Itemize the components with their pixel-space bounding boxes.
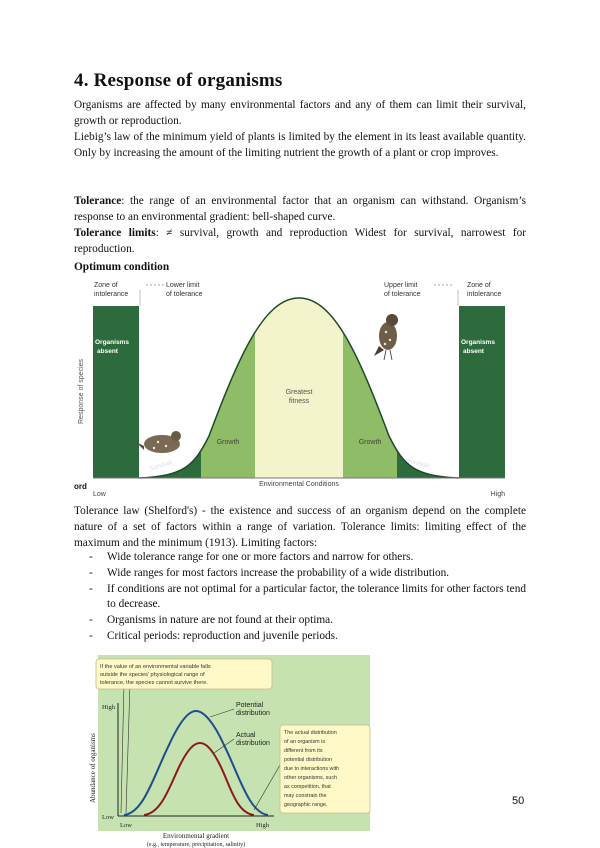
optimum-condition-label: Optimum condition — [74, 261, 170, 273]
page-number: 50 — [512, 795, 525, 807]
greatest-fitness-1: Greatest — [285, 389, 313, 396]
limiting-factors-list — [74, 550, 526, 645]
organisms-absent-right-1: Organisms — [461, 339, 495, 346]
distribution-figure — [74, 655, 378, 848]
svg-text:Zone of — [94, 282, 118, 289]
absent-zone-right — [459, 306, 505, 478]
x-axis-label: Environmental gradient — [162, 832, 230, 840]
zone-intolerance-right-2: intolerance — [467, 291, 502, 298]
x-axis-low: Low — [120, 822, 132, 829]
zone-intolerance-left-2: intolerance — [94, 291, 129, 298]
svg-text:intolerance — [467, 291, 501, 298]
svg-text:Upper limit — [384, 282, 418, 289]
potential-label-2: distribution — [236, 710, 270, 717]
paragraph-intro: Organisms are affected by many environmental factors and any of them can limit their survival, growth or reproduction. — [74, 99, 526, 127]
survival-right-label: Survival — [405, 457, 430, 470]
upper-limit-1: Upper limit — [384, 282, 418, 289]
list-item: - If conditions are not optimal for a particular factor, the tolerance limits for other factors tend to decrease. — [89, 582, 526, 611]
list-item: - Organisms in nature are not found at their optima. — [89, 614, 333, 627]
term-tolerance: Tolerance — [74, 195, 122, 207]
callout-right-4: potential distribution — [284, 757, 332, 763]
organisms-absent-left-2: absent — [97, 348, 118, 355]
list-item: - Critical periods: reproduction and juvenile periods. — [89, 629, 338, 642]
tolerance-definition: : the range of an environmental factor that an organism can withstand. Organism’s response to an environmental gradient: bell-shaped curve. — [74, 195, 526, 223]
section-heading: 4. Response of organisms — [74, 70, 283, 91]
callout-right-6: other organisms, such — [284, 775, 338, 781]
callout-top-2: outside the species' physiological range of — [100, 672, 205, 678]
y-axis-label: Response of species — [78, 359, 85, 424]
svg-text:Zone of — [467, 282, 491, 289]
upper-limit-2: of tolerance — [384, 291, 421, 298]
svg-text:of tolerance — [166, 291, 203, 298]
tolerance-curve-figure — [74, 276, 530, 500]
paragraph-liebig: Liebig’s law of the minimum yield of plants is limited by the element in its least available quantity. Only by increasing the amount of the limiting nutrient the growth of a plant or crop improves. — [74, 131, 526, 159]
cut-off-text: ord — [74, 482, 87, 491]
growth-right-label: Growth — [358, 439, 382, 446]
actual-label-1: Actual — [236, 732, 256, 739]
zone-intolerance-left-1: Zone of — [94, 282, 118, 289]
list-item: - Wide tolerance range for one or more factors and narrow for others. — [89, 551, 414, 563]
x-axis-sublabel: (e.g., temperature, precipitation, salinity) — [146, 842, 246, 848]
y-axis-low: Low — [102, 814, 114, 821]
term-tolerance-limits: Tolerance limits — [74, 227, 156, 239]
y-axis-high: High — [102, 704, 115, 711]
zone-intolerance-right-1: Zone of — [467, 282, 491, 289]
paragraph-tolerance — [74, 193, 526, 225]
callout-right-9: geographic range. — [284, 802, 328, 808]
list-item: - Wide ranges for most factors increase the probability of a wide distribution. — [89, 566, 450, 579]
potential-label-1: Potential — [236, 702, 264, 709]
lower-limit-2: of tolerance — [166, 291, 203, 298]
organisms-absent-right-2: absent — [463, 348, 484, 355]
actual-label-2: distribution — [236, 740, 270, 747]
x-axis-high: High — [490, 491, 505, 498]
callout-right-1: The actual distribution — [284, 730, 337, 736]
x-axis-low: Low — [93, 491, 106, 498]
y-axis-label: Abundance of organisms — [89, 733, 97, 803]
callout-right-3: different from its — [284, 748, 323, 754]
organisms-absent-left-1: Organisms — [95, 339, 129, 346]
paragraph-shelford: Tolerance law (Shelford's) - the existence and success of an organism depend on the complete nature of a set of factors within a range of variation. Tolerance limits: limiting effect of the maximum and the minimum (1913). Limiting factors: — [74, 505, 526, 549]
greatest-fitness-2: fitness — [288, 398, 310, 405]
callout-right-7: as competition, that — [284, 784, 331, 790]
growth-left-label: Growth — [216, 439, 240, 446]
lower-limit-1: Lower limit — [166, 282, 200, 289]
x-axis-label: Environmental Conditions — [259, 481, 339, 488]
svg-text:intolerance — [94, 291, 128, 298]
tolerance-limits-definition: : ≠ survival, growth and reproduction Widest for survival, narrowest for reproduction. — [74, 227, 526, 255]
callout-right-8: may constrain the — [284, 793, 327, 799]
paragraph-tolerance-limits — [74, 225, 526, 257]
x-axis-high: High — [256, 822, 269, 829]
svg-text:of tolerance — [384, 291, 421, 298]
callout-right-2: of an organism is — [284, 739, 326, 745]
absent-zone-left — [93, 306, 139, 478]
callout-top-1: If the value of an environmental variable falls — [100, 664, 211, 670]
svg-text:Lower limit — [166, 282, 200, 289]
callout-right-5: due to interactions with — [284, 766, 340, 772]
survival-left-label: Survival — [148, 459, 173, 473]
callout-top-3: tolerance, the species cannot survive there. — [100, 680, 208, 686]
